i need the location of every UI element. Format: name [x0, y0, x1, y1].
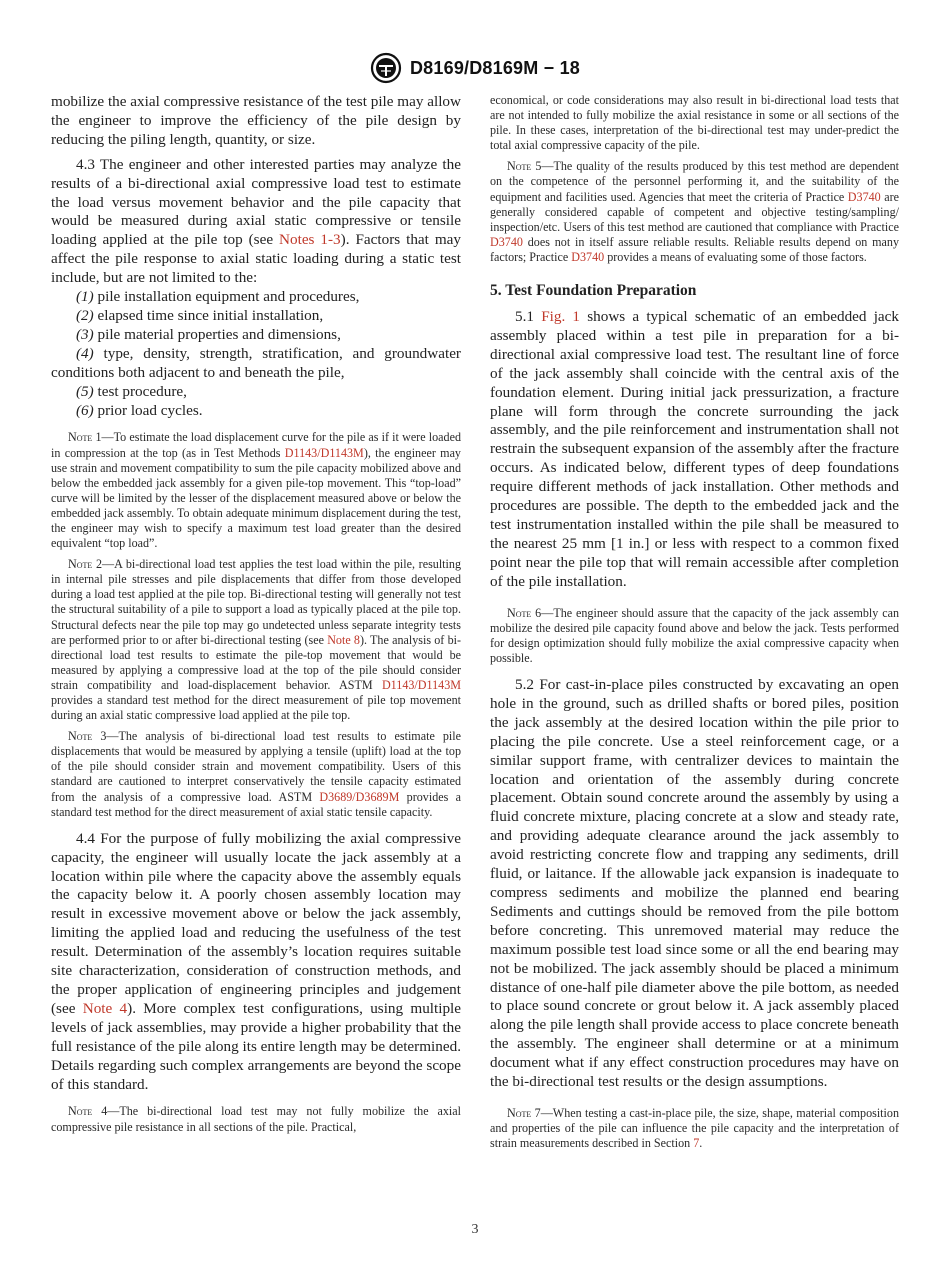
section-4-4-paragraph: 4.4 For the purpose of fully mobilizing the axial compressive capacity, the engineer will usually locate the jack assembly at a location within pile where the capacity above the assembly equals the capacity below it. A poorly chosen assembly location may result in excessive movement above or below the jack assembly, limiting the applied load and reducing the usefulness of the test result. Determination of the assembly’s location requires suitable site characterization, consideration of construction methods, and the proper application of engineering principles and judgement (see Note 4). More complex test configurations, using multiple levels of jack assemblies, may provide a higher probability that the full resistance of the pile along its entire length may be determined. Details regarding such complex arrangements are beyond the scope of this standard. — [51, 829, 461, 1093]
note-1: Note 1—To estimate the load displacement curve for the pile as if it were loaded in compression at the top (as in Test Methods D1143/D1143M), the engineer may use strain and movement compatibility to sum the pile capacity mobilized above and below the embedded jack assembly for a given pile-top movement. This “top-load” curve will be limited by the lesser of the displacement measured above or below the embedded jack assembly. To obtain adequate minimum displacement during the test, the engineer may wish to specify a maximum test load greater than the desired equivalent “top load”. — [51, 430, 461, 551]
note-2: Note 2—A bi-directional load test applies the test load within the pile, resulting in internal pile stresses and pile displacements that differ from those developed during a load test applied at the pile top. Bi-directional testing will generally not test the structural suitability of a pile to support a load as typically placed at the pile top. Structural defects near the pile top may go undetected unless separate integrity tests are performed prior to or after bi-directional testing (see Note 8). The analysis of bi-directional load test results to estimate the pile-top movement that would be measured by applying a compressive load at the top of the pile should consider strain compatibility and load-displacement behavior. ASTM D1143/D1143M provides a standard test method for the direct measurement of pile top movement during an axial static compressive load applied at the pile top. — [51, 557, 461, 723]
d3740-link-3[interactable]: D3740 — [571, 249, 605, 264]
note-6: Note 6—The engineer should assure that the capacity of the jack assembly can mobilize the desired pile capacity found above and below the jack. Tests performed for design optimization should fully mobilize the axial compressive capacity when possible. — [490, 605, 899, 665]
right-column — [490, 93, 899, 1151]
standard-designation: D8169/D8169M − 18 — [409, 57, 580, 78]
factor-list-item-4: (4) type, density, strength, stratification, and groundwater conditions both adjacent to and beneath the pile, — [51, 344, 461, 381]
note-8-link[interactable]: Note 8 — [327, 632, 360, 647]
page-number: 3 — [471, 1222, 479, 1237]
factor-list-item-2: (2) elapsed time since initial installation, — [76, 306, 324, 324]
note-7: Note 7—When testing a cast-in-place pile, the size, shape, material composition and properties of the pile can influence the pile capacity and the interpretation of strain measurements described in Section 7. — [490, 1105, 899, 1151]
note-4-link[interactable]: Note 4 — [82, 999, 128, 1017]
note-4-continued: economical, or code considerations may also result in bi-directional load tests that are not intended to fully mobilize the axial resistance in some or all sections of the pile. In these cases, interpretation of the bi-directional test may under-predict the total axial compressive capacity of the pile. — [490, 93, 899, 153]
d3740-link-1[interactable]: D3740 — [847, 189, 881, 204]
note-5: Note 5—The quality of the results produced by this test method are dependent on the competence of the personnel performing it, and the suitability of the equipment and facilities used. Agencies that meet the criteria of Practice D3740 are generally considered capable of competent and objective testing/sampling/ inspection/etc. Users of this test method are cautioned that compliance with Practice D3740 does not in itself assure reliable results. Reliable results depend on many factors; Practice D3740 provides a means of evaluating some of those factors. — [490, 159, 899, 264]
fig-1-link[interactable]: Fig. 1 — [541, 308, 581, 326]
d3689-link[interactable]: D3689/D3689M — [319, 789, 400, 804]
factor-list-item-3: (3) pile material properties and dimensions, — [76, 325, 341, 343]
section-5-heading: 5. Test Foundation Preparation — [490, 282, 697, 300]
factor-list-item-5: (5) test procedure, — [76, 382, 187, 400]
note-4: Note 4—The bi-directional load test may not fully mobilize the axial compressive pile resistance in all sections of the pile. Practical, — [51, 1104, 461, 1134]
astm-logo-icon — [370, 52, 402, 84]
section-5-1-paragraph: 5.1 Fig. 1 shows a typical schematic of an embedded jack assembly placed within a test pile in preparation for a bi-directional axial compressive load test. The resultant line of force of the jack assembly shall coincide with the central axis of the foundation element. During initial jack pressurization, a fracture plane will form through the concrete surrounding the jack assembly, and the pile reinforcement and instrumentation shall not restrain the subsequent expansion of the assembly after the fracture occurs. As indicated below, different types of deep foundations require different methods of jack installation. Other methods and procedures are possible. The depth to the embedded jack and the test instrumentation installed within the pile shall be measured to the nearest 25 mm [1 in.] or less with respect to a common fixed point near the pile top that will remain accessible after completion of the pile installation. — [490, 308, 900, 590]
section-7-link[interactable]: 7 — [693, 1136, 700, 1151]
note-3: Note 3—The analysis of bi-directional load test results to estimate pile displacements that would be measured by applying a tensile (uplift) load at the top of the pile should consider strain and movement compatibility. Users of this standard are cautioned to interpret conservatively the tensile capacity estimated from the analysis of a compressive load. ASTM D3689/D3689M provides a standard test method for the direct measurement of axial static tensile capacity. — [51, 729, 461, 819]
section-4-3-paragraph: 4.3 The engineer and other interested parties may analyze the results of a bi-directional axial compressive load test to estimate the load versus movement behavior and the pile capacity that would be measured during axial static compressive or tensile loading applied at the pile top (see Notes 1-3). Factors that may affect the pile response to axial static loading during a static test include, but are not limited to the: — [51, 155, 461, 287]
page-header — [0, 52, 950, 89]
d3740-link-2[interactable]: D3740 — [490, 234, 523, 249]
left-column — [51, 93, 461, 1135]
intro-paragraph: mobilize the axial compressive resistance of the test pile may allow the engineer to improve the efficiency of the pile design by reducing the piling length, quantity, or size. — [51, 93, 461, 148]
section-5-2-paragraph: 5.2 For cast-in-place piles constructed by excavating an open hole in the ground, such as drilled shafts or bored piles, position the jack assembly at the desired location within the pile prior to placing the pile concrete. Use a steel reinforcement cage, or a similar support frame, with centralizer devices to maintain the location and orientation of the assembly during concrete placement. Obtain sound concrete around the assembly by using a fluid concrete mixture, placing concrete at a slow and steady rate, and providing adequate clearance around the jack assembly to avoid restricting concrete flow and trapping any sediments, drill fluid, or laitance. If the allowable jack expansion is inadequate to compress sediments and mobilize the planned end bearing Sediments and cuttings should be removed from the pile bottom before concreting. This unremoved material may reduce the maximum possible test load since some or all the end bearing may not be mobilized. The jack assembly should be placed a minimum distance of one-half pile diameter above the pile bottom, as needed to place sound concrete or grout below it. A jack assembly placed along the pile length shall provide access to place concrete beneath the assembly. The engineer shall determine or at a minimum document what if any effect construction procedures may have on the bi-directional test results or the design assumptions. — [490, 676, 899, 1091]
factor-list-item-6: (6) prior load cycles. — [76, 401, 203, 419]
d1143-link[interactable]: D1143/D1143M — [284, 445, 364, 460]
factor-list-item-1: (1) pile installation equipment and procedures, — [76, 288, 360, 306]
d1143-link-2[interactable]: D1143/D1143M — [381, 677, 461, 692]
notes-1-3-link[interactable]: Notes 1-3 — [279, 231, 341, 249]
